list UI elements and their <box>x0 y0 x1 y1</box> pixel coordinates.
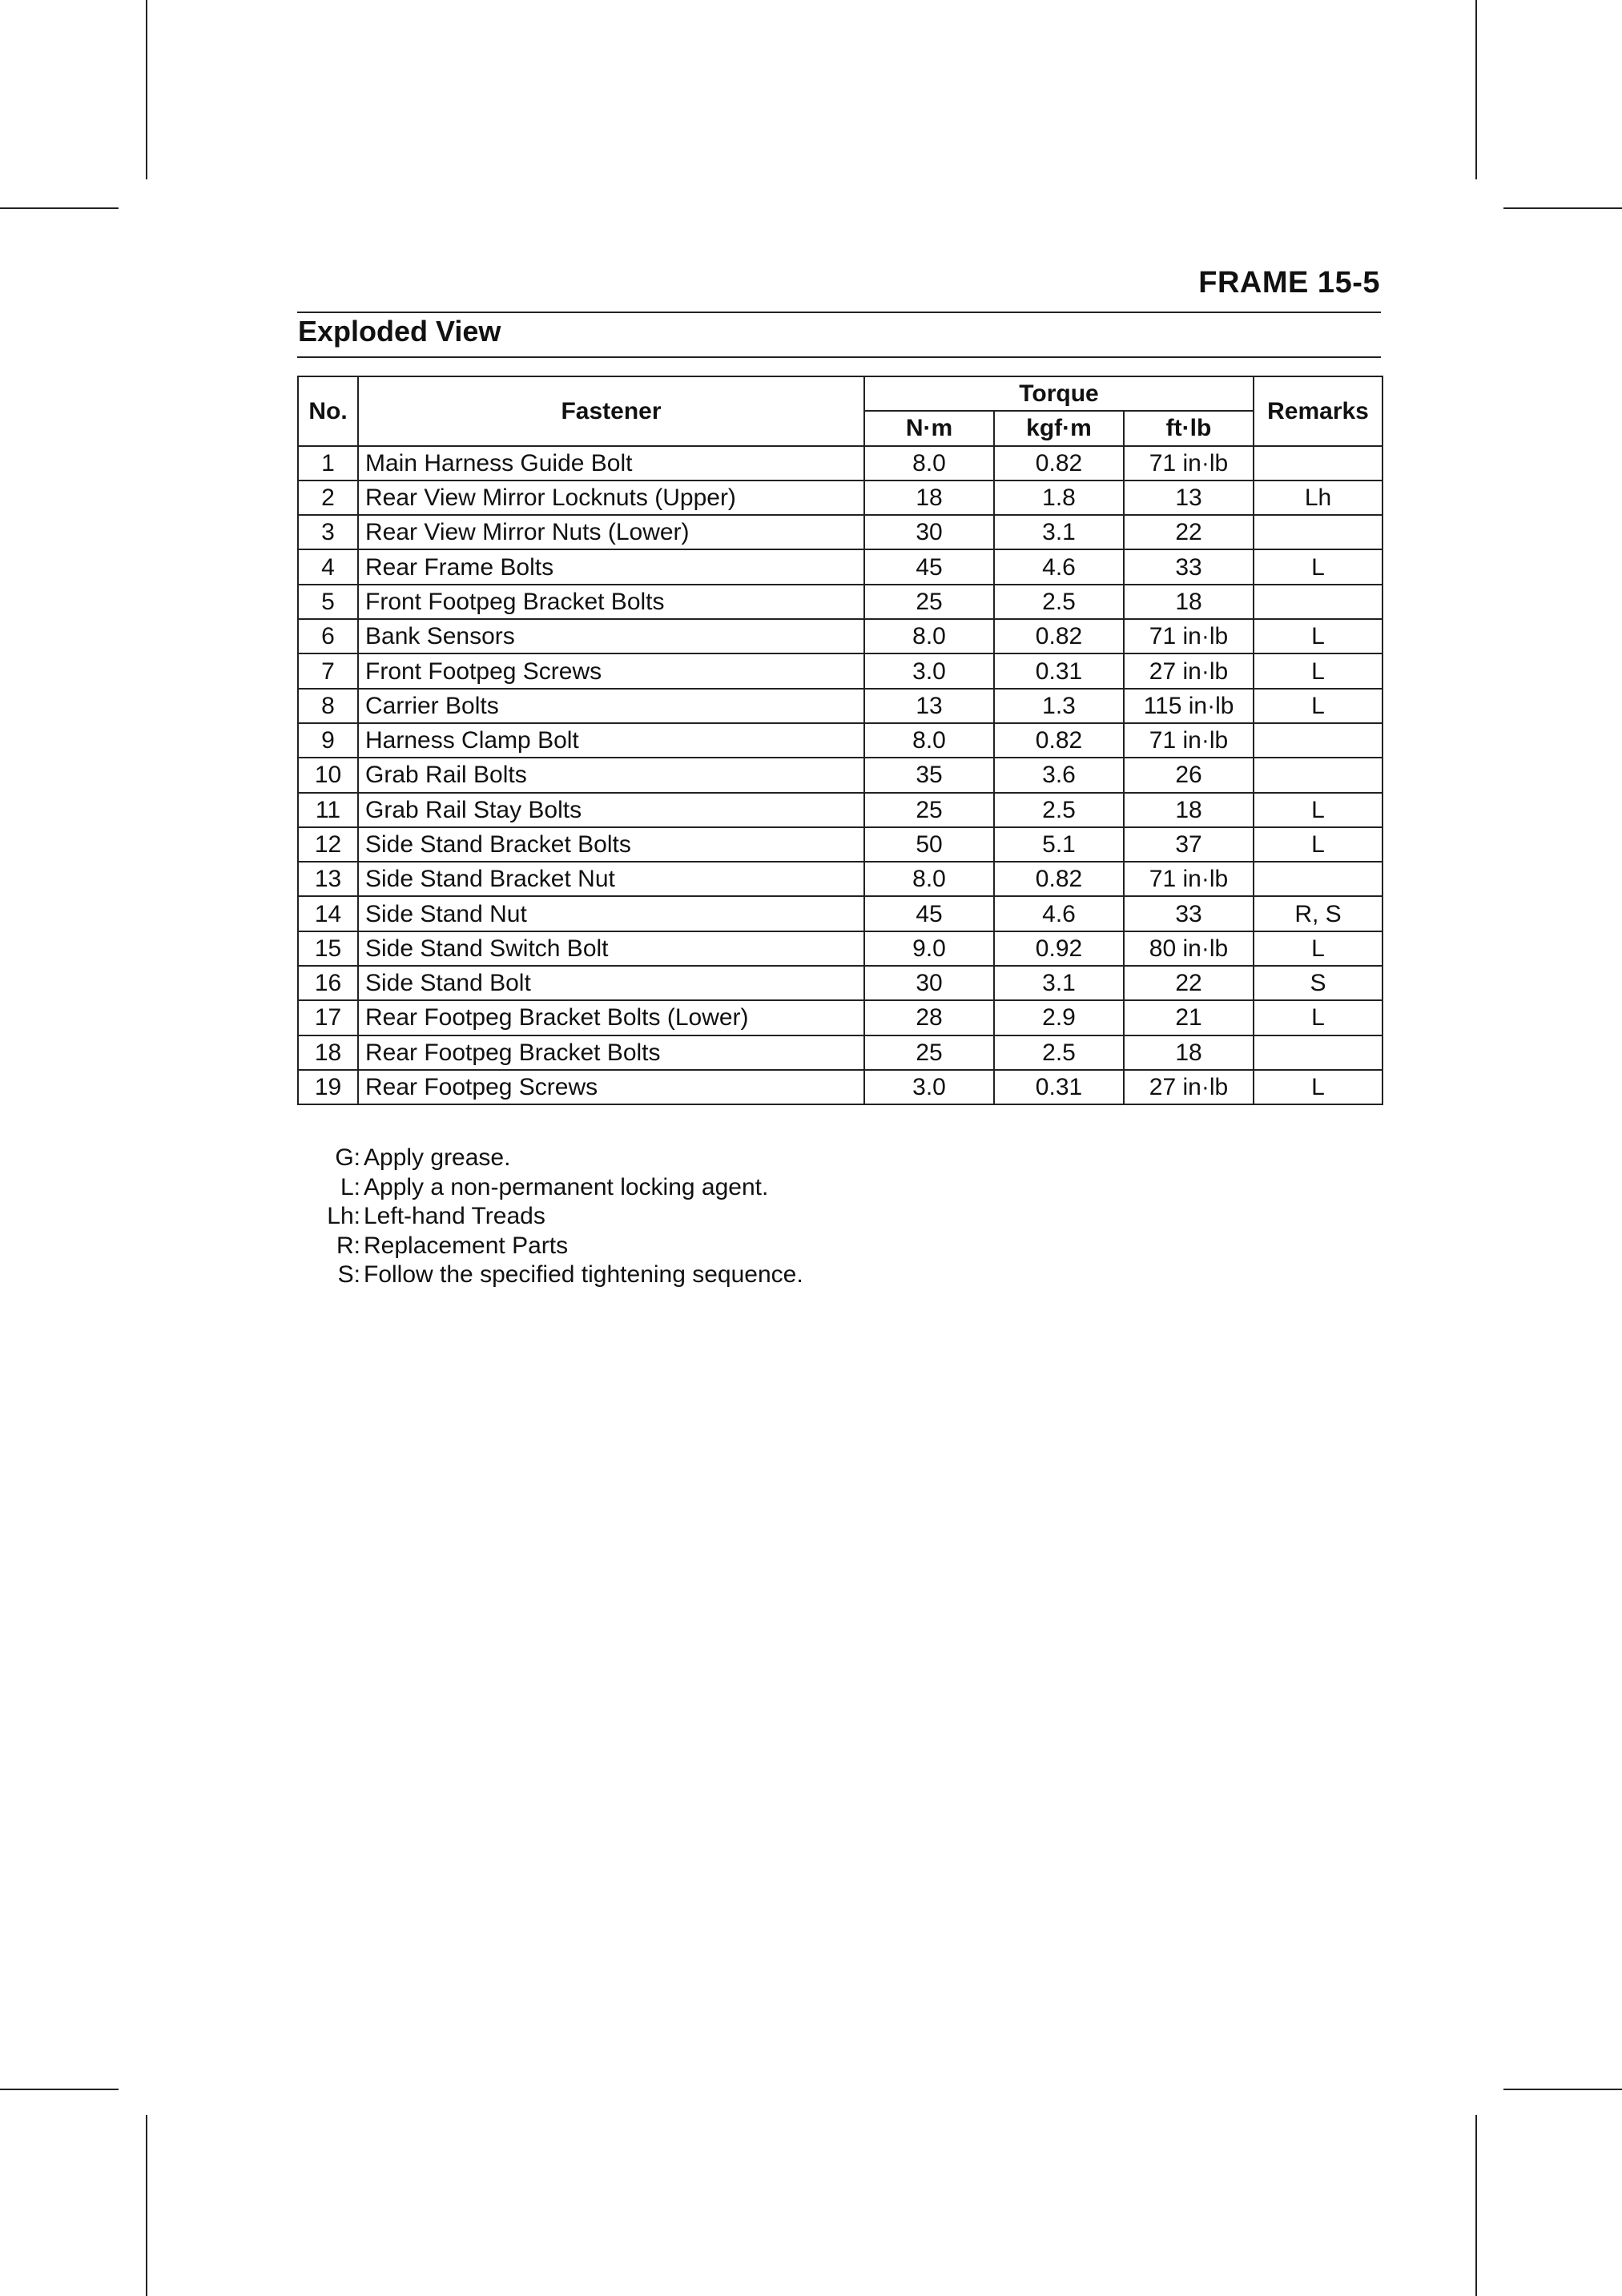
cell-kgfm: 1.3 <box>994 689 1124 723</box>
cell-ftlb: 22 <box>1124 515 1254 549</box>
header-torque: Torque <box>864 376 1254 411</box>
cell-fastener: Grab Rail Bolts <box>358 758 864 792</box>
cell-nm: 45 <box>864 896 994 931</box>
cell-remarks: Lh <box>1254 481 1383 515</box>
cell-no: 7 <box>298 653 358 688</box>
table-row <box>298 481 1383 515</box>
cell-no: 13 <box>298 862 358 896</box>
cell-fastener: Rear Frame Bolts <box>358 549 864 584</box>
cell-remarks: S <box>1254 966 1383 1000</box>
cell-nm: 25 <box>864 1035 994 1070</box>
cell-fastener: Side Stand Bolt <box>358 966 864 1000</box>
header-ftlb: ft·lb <box>1124 411 1254 445</box>
cell-no: 15 <box>298 931 358 966</box>
legend-code: Lh: <box>327 1203 360 1229</box>
legend-text: Replacement Parts <box>364 1232 569 1259</box>
cell-nm: 35 <box>864 758 994 792</box>
cell-nm: 30 <box>864 515 994 549</box>
cell-fastener: Side Stand Nut <box>358 896 864 931</box>
cell-fastener: Carrier Bolts <box>358 689 864 723</box>
cell-fastener: Bank Sensors <box>358 619 864 653</box>
cell-no: 2 <box>298 481 358 515</box>
cell-fastener: Grab Rail Stay Bolts <box>358 793 864 827</box>
cell-ftlb: 27 in·lb <box>1124 1070 1254 1104</box>
table-row <box>298 446 1383 481</box>
cell-fastener: Front Footpeg Screws <box>358 653 864 688</box>
cell-remarks <box>1254 758 1383 792</box>
cell-ftlb: 80 in·lb <box>1124 931 1254 966</box>
cell-ftlb: 33 <box>1124 896 1254 931</box>
cell-ftlb: 71 in·lb <box>1124 723 1254 758</box>
cell-no: 4 <box>298 549 358 584</box>
cell-ftlb: 26 <box>1124 758 1254 792</box>
cell-kgfm: 0.82 <box>994 446 1124 481</box>
cell-no: 5 <box>298 585 358 619</box>
crop-mark-top-left-horizontal <box>0 207 119 209</box>
cell-kgfm: 2.5 <box>994 585 1124 619</box>
cell-kgfm: 0.82 <box>994 619 1124 653</box>
cell-ftlb: 71 in·lb <box>1124 862 1254 896</box>
table-header-row <box>298 376 1383 411</box>
cell-ftlb: 33 <box>1124 549 1254 584</box>
section-rule <box>297 356 1381 358</box>
cell-no: 16 <box>298 966 358 1000</box>
table-row <box>298 619 1383 653</box>
cell-nm: 45 <box>864 549 994 584</box>
header-kgfm: kgf·m <box>994 411 1124 445</box>
cell-ftlb: 18 <box>1124 585 1254 619</box>
cell-fastener: Main Harness Guide Bolt <box>358 446 864 481</box>
table-row <box>298 515 1383 549</box>
cell-nm: 3.0 <box>864 1070 994 1104</box>
cell-ftlb: 21 <box>1124 1000 1254 1035</box>
legend-code: L: <box>340 1173 360 1200</box>
cell-ftlb: 71 in·lb <box>1124 619 1254 653</box>
cell-no: 1 <box>298 446 358 481</box>
table-row <box>298 585 1383 619</box>
crop-mark-top-right-vertical <box>1475 0 1477 179</box>
cell-kgfm: 0.92 <box>994 931 1124 966</box>
cell-no: 11 <box>298 793 358 827</box>
cell-kgfm: 0.82 <box>994 862 1124 896</box>
cell-kgfm: 2.5 <box>994 1035 1124 1070</box>
cell-remarks: L <box>1254 653 1383 688</box>
table-row <box>298 827 1383 862</box>
header-remarks: Remarks <box>1254 376 1383 446</box>
cell-kgfm: 4.6 <box>994 896 1124 931</box>
cell-remarks: L <box>1254 549 1383 584</box>
crop-mark-bottom-right-vertical <box>1475 2115 1477 2296</box>
cell-nm: 30 <box>864 966 994 1000</box>
cell-ftlb: 18 <box>1124 793 1254 827</box>
cell-remarks: L <box>1254 1000 1383 1035</box>
cell-nm: 25 <box>864 585 994 619</box>
cell-ftlb: 71 in·lb <box>1124 446 1254 481</box>
cell-kgfm: 4.6 <box>994 549 1124 584</box>
header-nm: N·m <box>864 411 994 445</box>
cell-remarks: L <box>1254 1070 1383 1104</box>
cell-fastener: Side Stand Bracket Nut <box>358 862 864 896</box>
table-row <box>298 689 1383 723</box>
cell-ftlb: 115 in·lb <box>1124 689 1254 723</box>
cell-remarks: L <box>1254 827 1383 862</box>
table-row <box>298 758 1383 792</box>
cell-nm: 8.0 <box>864 723 994 758</box>
crop-mark-bottom-left-horizontal <box>0 2089 119 2090</box>
legend-item <box>316 1232 803 1261</box>
cell-remarks: R, S <box>1254 896 1383 931</box>
cell-no: 12 <box>298 827 358 862</box>
legend-text: Apply a non-permanent locking agent. <box>364 1173 769 1200</box>
cell-ftlb: 27 in·lb <box>1124 653 1254 688</box>
cell-no: 14 <box>298 896 358 931</box>
cell-nm: 25 <box>864 793 994 827</box>
cell-no: 8 <box>298 689 358 723</box>
cell-kgfm: 3.1 <box>994 515 1124 549</box>
cell-nm: 9.0 <box>864 931 994 966</box>
page-header: FRAME 15-5 <box>1198 266 1380 300</box>
legend-code: S: <box>337 1261 360 1288</box>
cell-remarks <box>1254 723 1383 758</box>
cell-remarks <box>1254 1035 1383 1070</box>
cell-kgfm: 2.9 <box>994 1000 1124 1035</box>
torque-table <box>297 376 1383 1105</box>
legend-item <box>316 1202 803 1232</box>
cell-nm: 18 <box>864 481 994 515</box>
cell-no: 17 <box>298 1000 358 1035</box>
table-row <box>298 723 1383 758</box>
cell-remarks: L <box>1254 619 1383 653</box>
cell-remarks <box>1254 585 1383 619</box>
crop-mark-bottom-right-horizontal <box>1503 2089 1622 2090</box>
cell-fastener: Side Stand Bracket Bolts <box>358 827 864 862</box>
cell-nm: 8.0 <box>864 862 994 896</box>
cell-fastener: Rear View Mirror Nuts (Lower) <box>358 515 864 549</box>
cell-nm: 28 <box>864 1000 994 1035</box>
cell-no: 9 <box>298 723 358 758</box>
cell-nm: 13 <box>864 689 994 723</box>
cell-kgfm: 1.8 <box>994 481 1124 515</box>
table-row <box>298 966 1383 1000</box>
table-row <box>298 549 1383 584</box>
cell-no: 19 <box>298 1070 358 1104</box>
cell-remarks: L <box>1254 793 1383 827</box>
cell-fastener: Rear Footpeg Screws <box>358 1070 864 1104</box>
cell-no: 6 <box>298 619 358 653</box>
cell-kgfm: 5.1 <box>994 827 1124 862</box>
cell-nm: 50 <box>864 827 994 862</box>
cell-remarks <box>1254 446 1383 481</box>
cell-remarks <box>1254 515 1383 549</box>
cell-fastener: Rear Footpeg Bracket Bolts <box>358 1035 864 1070</box>
table-row <box>298 931 1383 966</box>
cell-ftlb: 13 <box>1124 481 1254 515</box>
legend-item <box>316 1261 803 1290</box>
cell-kgfm: 0.31 <box>994 653 1124 688</box>
cell-ftlb: 18 <box>1124 1035 1254 1070</box>
cell-kgfm: 0.82 <box>994 723 1124 758</box>
cell-fastener: Harness Clamp Bolt <box>358 723 864 758</box>
header-fastener: Fastener <box>358 376 864 446</box>
cell-no: 10 <box>298 758 358 792</box>
section-title: Exploded View <box>298 315 501 348</box>
table-row <box>298 862 1383 896</box>
cell-no: 3 <box>298 515 358 549</box>
table-row <box>298 1000 1383 1035</box>
cell-remarks: L <box>1254 931 1383 966</box>
remarks-legend <box>316 1144 803 1290</box>
crop-mark-top-right-horizontal <box>1503 207 1622 209</box>
cell-fastener: Rear Footpeg Bracket Bolts (Lower) <box>358 1000 864 1035</box>
cell-remarks <box>1254 862 1383 896</box>
cell-ftlb: 22 <box>1124 966 1254 1000</box>
cell-remarks: L <box>1254 689 1383 723</box>
legend-text: Apply grease. <box>364 1144 511 1171</box>
legend-item <box>316 1173 803 1203</box>
legend-text: Follow the specified tightening sequence. <box>364 1261 803 1288</box>
cell-kgfm: 0.31 <box>994 1070 1124 1104</box>
cell-kgfm: 2.5 <box>994 793 1124 827</box>
cell-nm: 8.0 <box>864 446 994 481</box>
header-rule <box>297 312 1381 313</box>
legend-code: R: <box>336 1232 360 1259</box>
table-row <box>298 1070 1383 1104</box>
legend-item <box>316 1144 803 1173</box>
cell-nm: 3.0 <box>864 653 994 688</box>
table-row <box>298 793 1383 827</box>
cell-nm: 8.0 <box>864 619 994 653</box>
cell-kgfm: 3.6 <box>994 758 1124 792</box>
cell-kgfm: 3.1 <box>994 966 1124 1000</box>
cell-fastener: Front Footpeg Bracket Bolts <box>358 585 864 619</box>
table-row <box>298 1035 1383 1070</box>
cell-no: 18 <box>298 1035 358 1070</box>
table-row <box>298 653 1383 688</box>
legend-text: Left-hand Treads <box>364 1203 545 1229</box>
header-no: No. <box>298 376 358 446</box>
legend-code: G: <box>335 1144 360 1171</box>
crop-mark-bottom-left-vertical <box>146 2115 147 2296</box>
cell-fastener: Side Stand Switch Bolt <box>358 931 864 966</box>
crop-mark-top-left-vertical <box>146 0 147 179</box>
cell-fastener: Rear View Mirror Locknuts (Upper) <box>358 481 864 515</box>
table-row <box>298 896 1383 931</box>
cell-ftlb: 37 <box>1124 827 1254 862</box>
